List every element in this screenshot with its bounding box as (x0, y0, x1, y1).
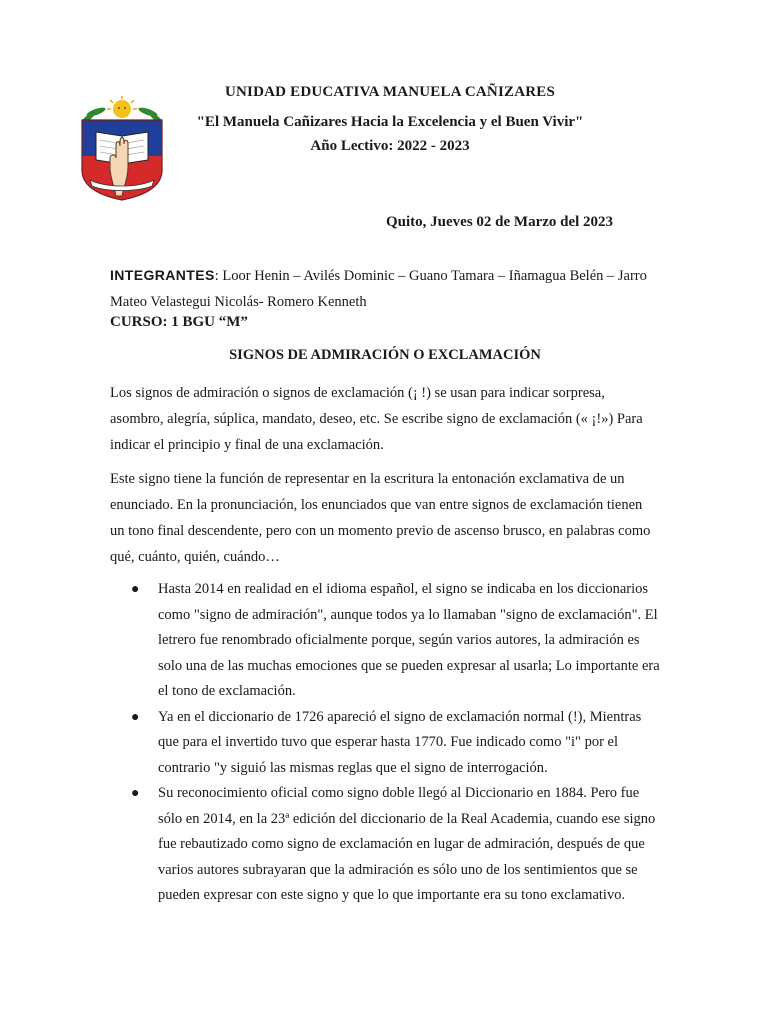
members-label: INTEGRANTES (110, 267, 215, 283)
bullet-icon: ● (131, 582, 140, 597)
bullet-icon: ● (131, 709, 140, 725)
bullet-icon: ● (131, 786, 140, 801)
members-names: : Loor Henin – Avilés Dominic – Guano Tamara – Iñamagua Belén – Jarro Mateo Velastegui Nicolás- Romero Kenneth (110, 268, 647, 310)
bullet-list (110, 577, 662, 909)
sun-icon (107, 96, 137, 118)
list-item-text: Ya en el diccionario de 1726 apareció el signo de exclamación normal (!), Mientras que para el invertido tuvo que esperar hasta 1770. Fue indicado como "i" por el contrario "y siguió las mismas reglas que el signo de interrogación. (158, 708, 642, 776)
course-line: CURSO: 1 BGU “M” (110, 314, 248, 330)
school-motto: "El Manuela Cañizares Hacia la Excelencia y el Buen Vivir" (196, 114, 584, 130)
paragraph: Este signo tiene la función de representar en la escritura la entonación exclamativa de un enunciado. En la pronunciación, los enunciados que van entre signos de exclamación tienen un tono final descendente, pero con un momento previo de ascenso brusco, en palabras como qué, cuánto, quién, cuándo… (110, 471, 651, 565)
members-line (110, 262, 670, 315)
list-item (110, 781, 662, 909)
document-date: Quito, Jueves 02 de Marzo del 2023 (386, 214, 614, 230)
list-item-text: Su reconocimiento oficial como signo doble llegó al Diccionario en 1884. Pero fue sólo en 2014, en la 23ª edición del diccionario de la Real Academia, cuando ese signo fue rebautizado como signo de exclamación en lugar de admiración, después de que varios autores subrayaran que la admiración es sólo uno de los sentimientos que se pueden expresar con este signo y que lo que importante era su tono exclamativo. (158, 785, 656, 903)
list-item (110, 705, 662, 782)
school-name: UNIDAD EDUCATIVA MANUELA CAÑIZARES (224, 84, 556, 100)
paragraph: Los signos de admiración o signos de exclamación (¡ !) se usan para indicar sorpresa, asombro, alegría, súplica, mandato, deseo, etc. Se escribe signo de exclamación (« ¡!») Para indicar el principio y final de una exclamación. (110, 385, 643, 453)
list-item (110, 577, 662, 705)
school-year: Año Lectivo: 2022 - 2023 (310, 138, 470, 154)
list-item-text: Hasta 2014 en realidad en el idioma español, el signo se indicaba en los diccionarios como "signo de admiración", aunque todos ya lo llamaban "signo de exclamación". El letrero fue renombrado oficialmente porque, según varios autores, la admiración es solo una de las muchas emociones que se pueden expresar al usarla; Lo importante era el tono de exclamación. (158, 581, 660, 699)
section-title: SIGNOS DE ADMIRACIÓN O EXCLAMACIÓN (229, 347, 541, 363)
